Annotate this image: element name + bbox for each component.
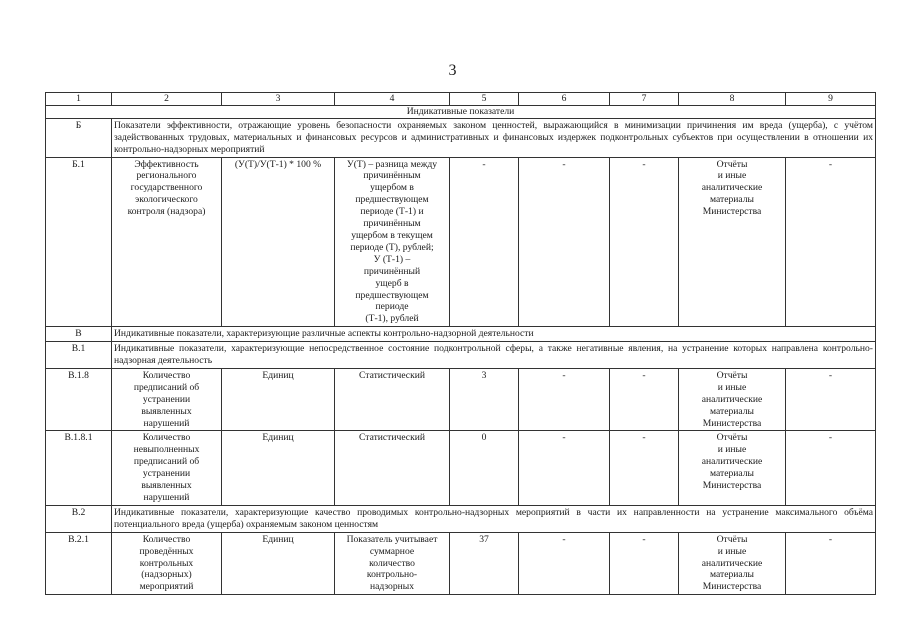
- cell-col9: -: [786, 431, 876, 505]
- column-number: 6: [519, 93, 610, 106]
- table-row: [46, 532, 876, 595]
- column-number: 5: [450, 93, 519, 106]
- column-number: 4: [335, 93, 450, 106]
- cell-col6: -: [519, 532, 610, 595]
- section-row: [46, 342, 876, 369]
- indicator-method: У(Т) – разница между причинённым ущербом в предшествующем периоде (Т-1) и причинённым ущербом в текущем периоде (Т), рублей; У (Т-1) – причинённый ущерб в предшествующем периоде (Т-1), рублей: [335, 157, 450, 327]
- column-number: 7: [610, 93, 679, 106]
- indicator-unit: Единиц: [222, 368, 335, 431]
- section-code: В: [46, 327, 112, 342]
- section-row: [46, 505, 876, 532]
- indicator-source: Отчёты и иные аналитические материалы Министерства: [679, 157, 786, 327]
- row-code: Б.1: [46, 157, 112, 327]
- table-row: [46, 368, 876, 431]
- indicator-name: Количество невыполненных предписаний об устранении выявленных нарушений: [112, 431, 222, 505]
- section-text: Показатели эффективности, отражающие уровень безопасности охраняемых законом ценностей, выражающийся в минимизации причинения им вреда (ущерба), с учётом задействованных трудовых, материальных и финансовых ресурсов и административных и финансовых издержек подконтрольных субъектов при осуществлении в отношении их контрольно-надзорных мероприятий: [112, 118, 876, 157]
- row-code: В.1.8: [46, 368, 112, 431]
- indicator-unit: Единиц: [222, 532, 335, 595]
- page-number: 3: [448, 62, 457, 79]
- table-row: [46, 431, 876, 505]
- cell-col6: -: [519, 431, 610, 505]
- section-code: В.2: [46, 505, 112, 532]
- indicator-source: Отчёты и иные аналитические материалы Министерства: [679, 532, 786, 595]
- cell-col6: -: [519, 157, 610, 327]
- column-number: 8: [679, 93, 786, 106]
- section-row: [46, 327, 876, 342]
- cell-col7: -: [610, 431, 679, 505]
- section-row: [46, 118, 876, 157]
- indicator-unit: (У(Т)/У(Т-1) * 100 %: [222, 157, 335, 327]
- indicator-source: Отчёты и иные аналитические материалы Министерства: [679, 431, 786, 505]
- section-text: Индикативные показатели, характеризующие различные аспекты контрольно-надзорной деятельности: [112, 327, 876, 342]
- cell-col5: 3: [450, 368, 519, 431]
- indicator-name: Количество проведённых контрольных (надзорных) мероприятий: [112, 532, 222, 595]
- cell-col9: -: [786, 157, 876, 327]
- indicator-name: Эффективность регионального государственного экологического контроля (надзора): [112, 157, 222, 327]
- indicator-unit: Единиц: [222, 431, 335, 505]
- indicator-method: Статистический: [335, 368, 450, 431]
- row-code: В.2.1: [46, 532, 112, 595]
- cell-col5: -: [450, 157, 519, 327]
- indicator-name: Количество предписаний об устранении выявленных нарушений: [112, 368, 222, 431]
- column-number: 3: [222, 93, 335, 106]
- section-code: В.1: [46, 342, 112, 369]
- column-number: 2: [112, 93, 222, 106]
- cell-col6: -: [519, 368, 610, 431]
- cell-col7: -: [610, 532, 679, 595]
- indicator-method: Статистический: [335, 431, 450, 505]
- column-number-row: [46, 93, 876, 106]
- cell-col9: -: [786, 368, 876, 431]
- cell-col5: 0: [450, 431, 519, 505]
- indicator-method: Показатель учитывает суммарное количество контрольно- надзорных: [335, 532, 450, 595]
- cell-col5: 37: [450, 532, 519, 595]
- section-text: Индикативные показатели, характеризующие качество проводимых контрольно-надзорных мероприятий в части их направленности на устранение максимального объёма потенциального вреда (ущерба) охраняемым законом ценностям: [112, 505, 876, 532]
- section-title: Индикативные показатели: [46, 105, 876, 118]
- table-row: [46, 157, 876, 327]
- column-number: 9: [786, 93, 876, 106]
- row-code: В.1.8.1: [46, 431, 112, 505]
- indicator-source: Отчёты и иные аналитические материалы Министерства: [679, 368, 786, 431]
- section-title-row: [46, 105, 876, 118]
- cell-col9: -: [786, 532, 876, 595]
- indicators-table: [45, 92, 876, 595]
- section-text: Индикативные показатели, характеризующие непосредственное состояние подконтрольной сферы, а также негативные явления, на устранение которых направлена контрольно-надзорная деятельность: [112, 342, 876, 369]
- cell-col7: -: [610, 157, 679, 327]
- section-code: Б: [46, 118, 112, 157]
- cell-col7: -: [610, 368, 679, 431]
- column-number: 1: [46, 93, 112, 106]
